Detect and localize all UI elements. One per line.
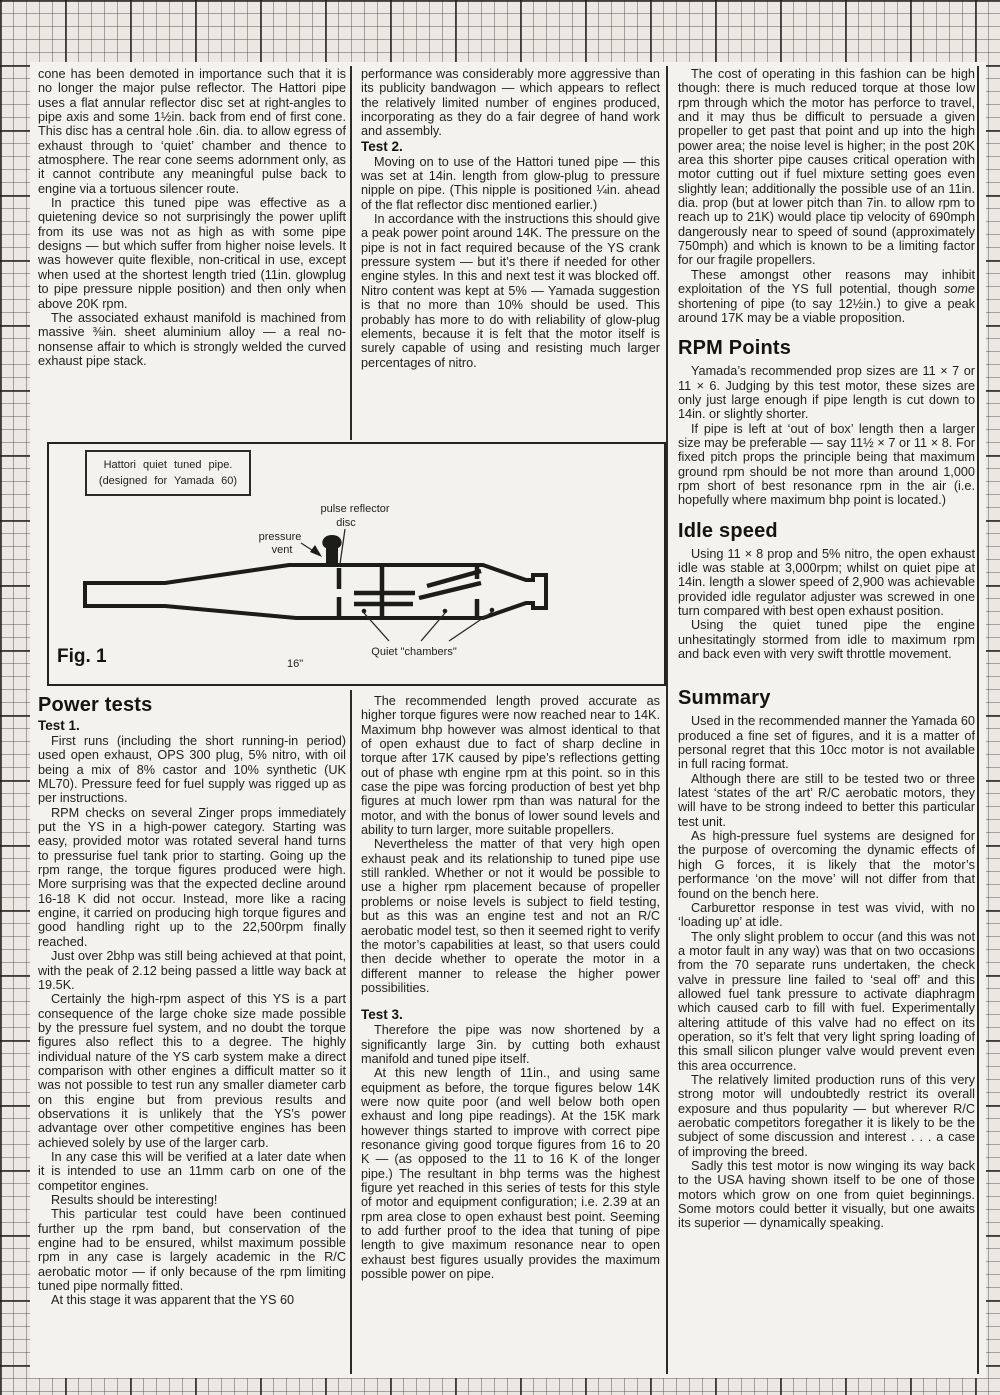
paragraph: The associated exhaust manifold is machined from massive ⅜in. sheet aluminium alloy — a real no-nonsense affair to which is strongly welded the curved exhaust pipe stack. — [38, 310, 346, 368]
pressure-vent-shape — [322, 535, 341, 565]
pulse-reflector-label: disc — [336, 517, 356, 529]
column-1-top — [38, 67, 346, 441]
paragraph: In practice this tuned pipe was effective as a quietening device so not surprisingly the power uplift from its use was not as high as with some pipe designs — but which suffer from higher noise levels. It was however quite flexible, non-critical in use, except when used at the shortest length tried (11in. glowplug to pipe pressure nipple position) and then only when above 20K rpm. — [38, 196, 346, 311]
paragraph: Although there are still to be tested two or three latest ‘states of the art’ R/C aerobatic motors, they will have to be strong indeed to better this particular test unit. — [678, 771, 975, 829]
column-1-bottom — [38, 694, 346, 1376]
column-rule — [977, 66, 979, 1374]
pulse-reflector-label: pulse reflector — [320, 503, 390, 515]
rpm-points-heading: RPM Points — [678, 337, 792, 360]
paragraph: Used in the recommended manner the Yamada 60 produced a fine set of figures, and it is a matter of personal regret that this 10cc motor is not available in full racing format. — [678, 714, 975, 772]
paragraph: Moving on to use of the Hattori tuned pipe — this was set at 14in. length from glow-plug to pressure nipple on pipe. (This nipple is positioned ¼in. ahead of the flat reflector disc mentioned earlier.) — [361, 154, 660, 212]
pressure-vent-label: pressure — [258, 531, 302, 543]
paragraph: In accordance with the instructions this should give a peak power point around 14K. The pressure on the pipe is not in fact required because of the YS crank pressure system — but it’s there if needed for other engine styles. In this and next test it was blocked off. Nitro content was kept at 5% — Yamada suggestion is that no more than 10% should be used. This probably has more to do with reliability of glow-plug elements, because it is felt that the motor itself is surely capable of using and resisting much larger percentages of nitro. — [361, 212, 660, 370]
figure-title-box — [85, 450, 251, 496]
column-3 — [678, 67, 975, 1374]
paragraph: Just over 2bhp was still being achieved at that point, with the peak of 2.12 being passed a little way back at 19.5K. — [38, 949, 346, 992]
paragraph: Using the quiet tuned pipe the engine unhesitatingly stormed from idle to maximum rpm and back even with very swift throttle movement. — [678, 618, 975, 662]
paragraph: The only slight problem to occur (and this was not a motor fault in any way) was that on two occasions from the 70 separate runs undertaken, the check valve in pressure line failed to ‘seal off’ and this allowed fuel tank pressure to activate diaphragm which caused carb to fill with fuel. Experimentally altering attitude of this valve had no effect on its operation, so it’s felt that very light spring loading of this small silicon plunger valve would prevent even this area occurrence. — [678, 929, 975, 1073]
pressure-vent-label: vent — [271, 544, 293, 556]
column-rule — [666, 66, 668, 1374]
test1-heading: Test 1. — [38, 718, 80, 733]
pipe-baffles — [339, 566, 481, 617]
arrowhead — [310, 545, 322, 557]
paragraph: As high-pressure fuel systems are designed for the purpose of overcoming the dynamic effects of high G forces, it is likely that the motor’s performance ‘on the move’ will not differ from that found on the bench here. — [678, 829, 975, 901]
power-tests-heading: Power tests — [38, 694, 153, 716]
test3-heading: Test 3. — [361, 1007, 403, 1023]
column-2-top — [361, 67, 660, 441]
paragraph: performance was considerably more aggressive than its publicity bandwagon — which appears to reflect the relatively limited number of engines produced, incorporating as they do a fair degree of hand work and assembly. — [361, 67, 660, 139]
paragraph: Nevertheless the matter of that very high open exhaust peak and its relationship to tuned pipe use still rankled. Whether or not it would be possible to use a higher rpm placement because of propeller problems or noise levels is subject to field testing, but as this was an engine test and not an R/C aerobatic model test, so then it seemed right to verify the motor’s capabilities at least, so that users could then decide whether to operate the motor in a different manner to release the higher power possibilities. — [361, 837, 660, 995]
paragraph: First runs (including the short running-in period) used open exhaust, OPS 300 plug, 5% nitro, with oil being a mix of 8% castor and 10% synthetic (UK ML70). Pressure feed for fuel supply was rigged up as per instructions. — [38, 734, 346, 806]
paragraph: These amongst other reasons may inhibit exploitation of the YS full potential, though some shortening of pipe (to say 12½in.) to give a peak around 17K may be a viable proposition. — [678, 267, 975, 325]
figure-title-line: (designed for Yamada 60) — [98, 475, 238, 487]
paragraph: The cost of operating in this fashion can be high though: there is much reduced torque at those low rpm through which the motor has perforce to travel, and it may thus be difficult to persuade a given propeller to get past that point and up into the high power area; the noise level is higher; in the post 20K area this shorter pipe causes critical operation with motor cutting out if fuel mixture setting goes even slightly lean; additionally the possible use of an 11in. dia. prop (but at lower pitch than 7in. to allow rpm to reach up to 21K) would place tip velocity of 690mph dangerously near to speed of sound (approximately 750mph) and which is known to be a limiting factor for our fragile propellers. — [678, 67, 975, 268]
column-rule — [350, 66, 352, 440]
paragraph: Certainly the high-rpm aspect of this YS is a part consequence of the large choke size made possible by the pressure fuel system, and no doubt the torque figures also reflect this to a degree. The highly individual nature of the YS carb system make a direct comparison with other engines a difficult matter so it was not possible to test run any smaller diameter carb on this engine but from previous results and observations it is unlikely that the YS’s power advantage over other competitive engines has been achieved solely by use of the larger carb. — [38, 992, 346, 1150]
paragraph: Therefore the pipe was now shortened by a significantly large 3in. by cutting both exhaust manifold and tuned pipe itself. — [361, 1023, 660, 1066]
figure-title-line: Hattori quiet tuned pipe. — [103, 459, 233, 471]
paragraph: cone has been demoted in importance such that it is no longer the major pulse reflector. The Hattori pipe uses a flat annular reflector disc set at right-angles to pipe axis and some 1½in. back from end of first cone. This disc has a central hole .6in. dia. to allow egress of exhaust through to ‘quiet’ chamber and thence to atmosphere. The rear cone seems adornment only, as it cannot contribute any meaningful pulse back to engine via a tortuous silencer route. — [38, 67, 346, 196]
column-2-bottom — [361, 694, 660, 1376]
pipe-length-label: 16" — [287, 658, 304, 670]
paragraph: This particular test could have been continued further up the rpm band, but conservation of the engine had to be ensured, whilst maximum possible rpm in any case is largely academic in the R/C aerobatic motor — if only because of the rpm limiting tuned pipe normally fitted. — [38, 1207, 346, 1294]
test2-heading: Test 2. — [361, 138, 403, 154]
paragraph: The recommended length proved accurate as higher torque figures were now reached near to 14K. Maximum bhp however was almost identical to that of open exhaust due to fact of sharp decline in torque after 17K caused by pipe’s reflections getting out of phase wth engine rpm at this point. so in this case the pipe was forcing production of best yet bhp figures at much lower rpm than was natural for the motor, and with the bonus of lower sound levels and ability to turn larger, more suitable propellers. — [361, 694, 660, 838]
summary-heading: Summary — [678, 687, 771, 710]
figure-number: Fig. 1 — [57, 646, 107, 667]
paragraph: At this stage it was apparent that the YS 60 — [51, 1293, 295, 1308]
paragraph: Carburettor response in test was vivid, with no ‘loading up’ at idle. — [678, 900, 975, 930]
paragraph: At this new length of 11in., and using same equipment as before, the torque figures below 14K were now quite poor (and well below both open exhaust and long pipe readings). At the 15K mark however things started to improve with correct pipe resonance giving good torque figures from 16 to 20 K — (as opposed to the 11 to 16 K of the longer pipe.) The resultant in bhp terms was the highest figure yet reached in this series of tests for this style of motor and equipment configuration; i.e. 2.39 at an rpm area close to open exhaust best point. Seeming to add further proof to the idea that tuning of pipe length to give maximum resonance near to open exhaust best figures usually provides the maximum possible power on pipe. — [361, 1066, 660, 1282]
paragraph: The relatively limited production runs of this very strong motor will undoubtedly restrict its overall exposure and thus popularity — but wherever R/C aerobatic competitors foregather it is likely to be the subject of some discussion and interest . . . a case of improving the breed. — [678, 1072, 975, 1159]
figure-1-box — [47, 442, 666, 686]
paragraph: Using 11 × 8 prop and 5% nitro, the open exhaust idle was stable at 3,000rpm; whilst on quiet pipe at 14in. length a slower speed of 2,900 was achievable provided idle regulator adjuster was screwed in one turn compared with best open exhaust position. — [678, 546, 975, 618]
quiet-chambers-label: Quiet "chambers" — [371, 646, 457, 658]
paragraph: Results should be interesting! — [51, 1193, 218, 1207]
paragraph: Yamada’s recommended prop sizes are 11 × 7 or 11 × 6. Judging by this test motor, these sizes are only just large enough if pipe length is cut down to 14in. or slightly shorter. — [678, 364, 975, 422]
column-rule — [350, 690, 352, 1374]
idle-speed-heading: Idle speed — [678, 519, 778, 542]
paragraph: In any case this will be verified at a later date when it is intended to use an 11mm carb on one of the competitor engines. — [38, 1149, 346, 1193]
paragraph: RPM checks on several Zinger props immediately put the YS in a high-power category. Starting was easy, provided motor was rotated several hand turns to pressurise fuel tank prior to starting. Going up the rpm range, the torque figures produced were high. More surprising was that the expected decline around 16-18 K did not occur. Instead, more like a racing engine, it carried on producing high torque figures and good handling right up to the 22,500rpm finally reached. — [38, 805, 346, 949]
paragraph: If pipe is left at ‘out of box’ length then a larger size may be preferable — say 11½ × 7 or 11 × 8. For fixed pitch props the principle being that maximum ground rpm should be not more than around 1,000 rpm short of best resonance rpm in the air (i.e. hopefully where maximum bhp point is located.) — [678, 421, 975, 508]
paragraph: Sadly this test motor is now winging its way back to the USA having shown itself to be one of those motors which grow on one from quiet beginnings. Some motors could better it visually, but one awaits its superior — dynamically speaking. — [678, 1159, 975, 1231]
